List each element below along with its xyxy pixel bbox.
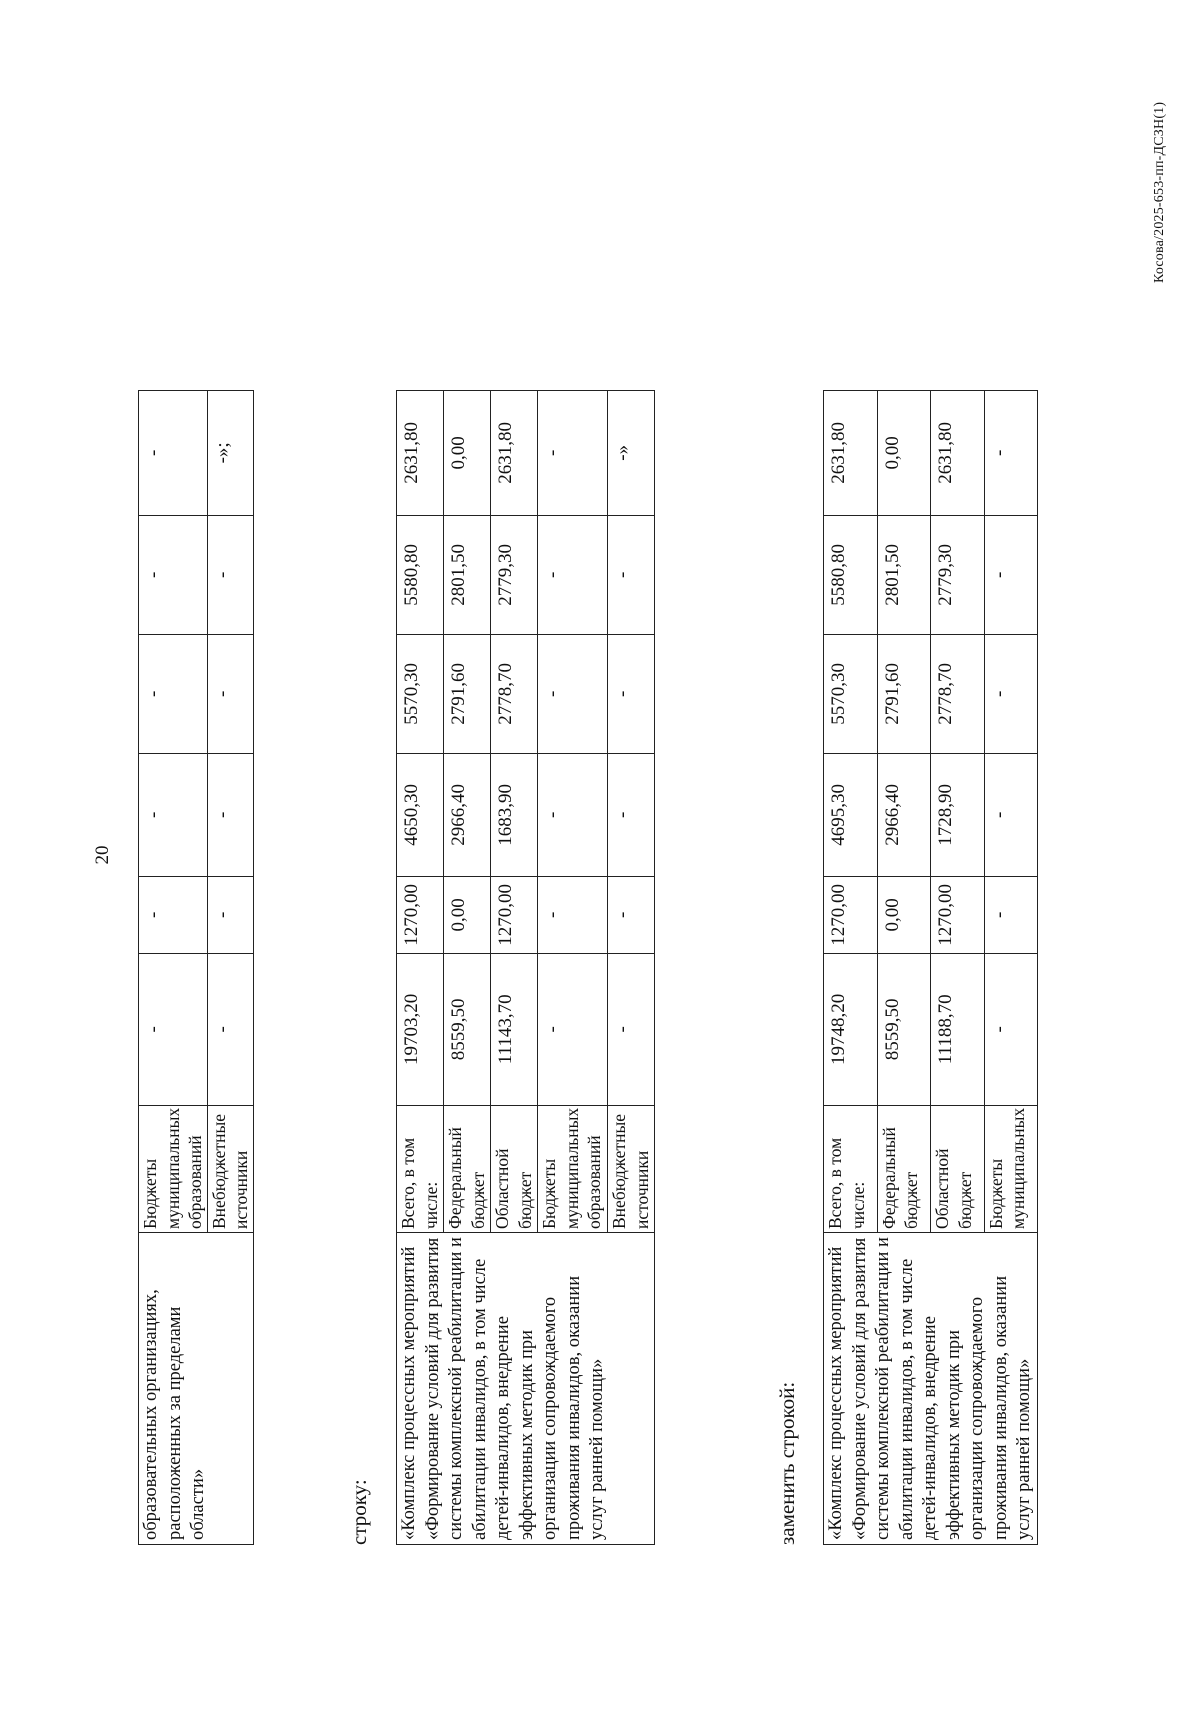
value-cell: 5570,30 [824, 634, 878, 753]
measure-name-cell: образовательных организациях, расположенных за пределами области» [139, 1233, 254, 1545]
measure-name-cell: «Комплекс процессных мероприятий «Формирование условий для развития системы комплексной реабилитации и абилитации инвалидов, в том числе детей-инвалидов, внедрение эффективных методик при организации сопровождаемого проживания инвалидов, оказании услуг ранней помощи» [824, 1233, 1038, 1545]
value-cell: 11188,70 [931, 953, 985, 1105]
value-cell: 0,00 [877, 390, 931, 515]
value-cell: 8559,50 [877, 953, 931, 1105]
source-cell: Внебюджетные источники [608, 1105, 655, 1232]
value-cell: - [207, 953, 253, 1105]
source-cell: Областной бюджет [491, 1105, 538, 1232]
value-cell: - [608, 515, 655, 634]
value-cell: - [538, 515, 608, 634]
value-cell: 4695,30 [824, 753, 878, 876]
value-cell: - [984, 876, 1037, 953]
value-cell: 2778,70 [931, 634, 985, 753]
value-cell: 0,00 [444, 876, 491, 953]
value-cell: 2791,60 [877, 634, 931, 753]
value-cell: - [984, 753, 1037, 876]
value-cell: 2801,50 [444, 515, 491, 634]
value-cell: -» [608, 390, 655, 515]
value-cell: - [608, 953, 655, 1105]
value-cell: 1270,00 [491, 876, 538, 953]
table-new-row [823, 390, 1038, 1545]
value-cell: - [984, 953, 1037, 1105]
value-cell: - [538, 876, 608, 953]
value-cell: 2801,50 [877, 515, 931, 634]
value-cell: 0,00 [877, 876, 931, 953]
value-cell: 2779,30 [931, 515, 985, 634]
value-cell: - [538, 753, 608, 876]
value-cell: - [538, 634, 608, 753]
value-cell: - [207, 876, 253, 953]
value-cell: - [608, 876, 655, 953]
value-cell: - [984, 515, 1037, 634]
value-cell: - [608, 753, 655, 876]
value-cell: 1683,90 [491, 753, 538, 876]
value-cell: - [538, 390, 608, 515]
value-cell: 1270,00 [397, 876, 444, 953]
replace-label: заменить строкой: [775, 1381, 799, 1545]
value-cell: 19703,20 [397, 953, 444, 1105]
table-row [824, 390, 878, 1544]
value-cell: - [538, 953, 608, 1105]
value-cell: 2791,60 [444, 634, 491, 753]
source-cell: Внебюджетные источники [207, 1105, 253, 1232]
value-cell: 5580,80 [824, 515, 878, 634]
value-cell: - [207, 753, 253, 876]
table-row [139, 390, 208, 1544]
table-row [397, 390, 444, 1544]
value-cell: - [139, 753, 208, 876]
value-cell: - [139, 876, 208, 953]
value-cell: 11143,70 [491, 953, 538, 1105]
value-cell: - [984, 634, 1037, 753]
value-cell: 5570,30 [397, 634, 444, 753]
value-cell: - [139, 390, 208, 515]
value-cell: - [984, 390, 1037, 515]
footer-document-code: Косова/2025-653-пп-ДСЗН(1) [1152, 101, 1167, 283]
value-cell: 2779,30 [491, 515, 538, 634]
intro-label: строку: [347, 1479, 371, 1545]
value-cell: 2966,40 [444, 753, 491, 876]
measure-name-cell: «Комплекс процессных мероприятий «Формирование условий для развития системы комплексной реабилитации и абилитации инвалидов, в том числе детей-инвалидов, внедрение эффективных методик при организации сопровождаемого проживания инвалидов, оказании услуг ранней помощи» [397, 1233, 655, 1545]
source-cell: Областной бюджет [931, 1105, 985, 1232]
table-continuation [138, 390, 254, 1545]
value-cell: 2631,80 [931, 390, 985, 515]
value-cell: -»; [207, 390, 253, 515]
value-cell: 2631,80 [397, 390, 444, 515]
value-cell: 2966,40 [877, 753, 931, 876]
table-old-row [396, 390, 655, 1545]
page-number: 20 [92, 845, 113, 865]
value-cell: - [207, 634, 253, 753]
source-cell: Федеральный бюджет [444, 1105, 491, 1232]
source-cell: Бюджеты муниципальных образований [538, 1105, 608, 1232]
value-cell: 2778,70 [491, 634, 538, 753]
source-cell: Всего, в том числе: [824, 1105, 878, 1232]
source-cell: Всего, в том числе: [397, 1105, 444, 1232]
value-cell: - [139, 515, 208, 634]
value-cell: - [608, 634, 655, 753]
value-cell: 1270,00 [931, 876, 985, 953]
value-cell: 2631,80 [824, 390, 878, 515]
value-cell: 1270,00 [824, 876, 878, 953]
value-cell: 1728,90 [931, 753, 985, 876]
value-cell: - [207, 515, 253, 634]
source-cell: Бюджеты муниципальных [984, 1105, 1037, 1232]
value-cell: 0,00 [444, 390, 491, 515]
value-cell: 5580,80 [397, 515, 444, 634]
value-cell: 8559,50 [444, 953, 491, 1105]
value-cell: - [139, 634, 208, 753]
source-cell: Бюджеты муниципальных образований [139, 1105, 208, 1232]
source-cell: Федеральный бюджет [877, 1105, 931, 1232]
value-cell: 19748,20 [824, 953, 878, 1105]
value-cell: - [139, 953, 208, 1105]
value-cell: 4650,30 [397, 753, 444, 876]
value-cell: 2631,80 [491, 390, 538, 515]
